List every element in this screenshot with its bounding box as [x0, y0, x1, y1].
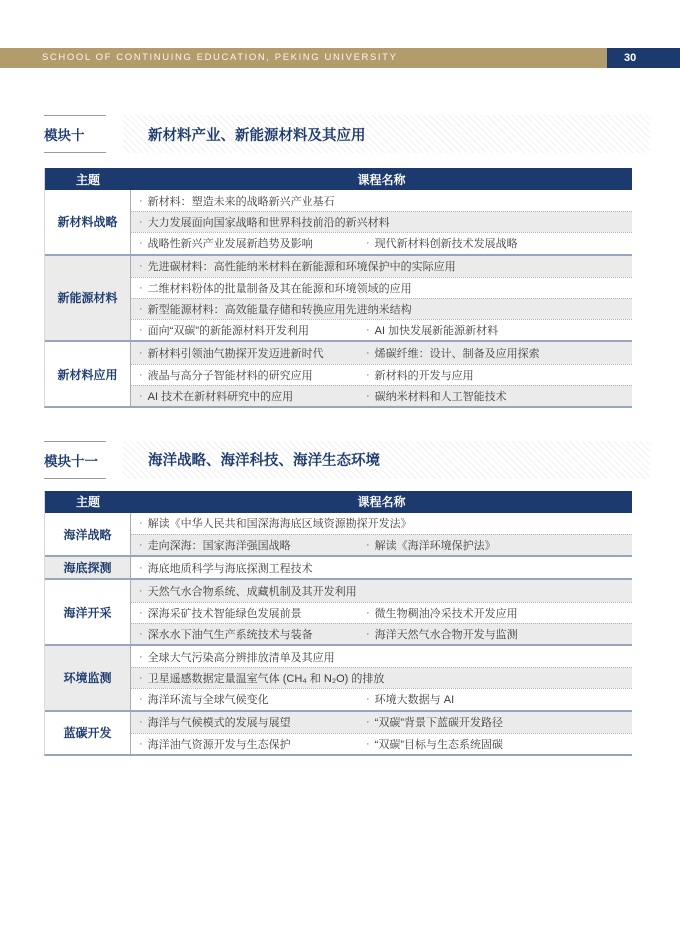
course-rows — [131, 557, 632, 578]
course-item — [366, 714, 503, 730]
course-item — [139, 345, 366, 361]
bullet-icon: · — [366, 737, 370, 750]
bullet-icon: · — [366, 627, 370, 640]
bullet-icon: · — [139, 517, 143, 530]
topic-cell: 环境监测 — [45, 646, 131, 710]
course-item — [139, 193, 335, 209]
course-item-label: 全球大气污染高分辨排放清单及其应用 — [147, 651, 335, 664]
course-item-label: 烯碳纤维：设计、制备及应用探索 — [374, 347, 540, 360]
bullet-icon: · — [139, 716, 143, 729]
course-item-label: 深海采矿技术智能绿色发展前景 — [147, 607, 302, 620]
column-header-course: 课程名称 — [357, 495, 406, 510]
bullet-icon: · — [139, 303, 143, 316]
bullet-icon: · — [139, 650, 143, 663]
topic-group — [45, 190, 632, 254]
course-row — [131, 733, 632, 754]
course-rows — [131, 190, 632, 254]
course-item — [139, 691, 366, 707]
bullet-icon: · — [366, 389, 370, 402]
course-item — [139, 367, 366, 383]
bullet-icon: · — [139, 216, 143, 229]
bullet-icon: · — [139, 606, 143, 619]
course-item — [139, 714, 366, 730]
header-title: SCHOOL OF CONTINUING EDUCATION, PEKING UNIVERSITY — [42, 52, 398, 63]
course-item — [366, 388, 507, 404]
bullet-icon: · — [139, 627, 143, 640]
topic-group — [45, 340, 632, 406]
course-item-label: 深水水下油气生产系统技术与装备 — [147, 628, 313, 641]
course-item-label: “双碳”目标与生态系统固碳 — [374, 738, 503, 751]
course-row — [131, 256, 632, 277]
course-item — [366, 626, 518, 642]
course-item — [366, 605, 518, 621]
course-item — [139, 258, 456, 274]
module-10-label: 模块十 — [44, 115, 106, 153]
bullet-icon: · — [139, 368, 143, 381]
course-item — [366, 322, 498, 338]
column-header-topic: 主题 — [75, 495, 100, 510]
module-11-title: 海洋战略、海洋科技、海洋生态环境 — [123, 441, 650, 479]
bullet-icon: · — [139, 237, 143, 250]
course-item-label: 海洋环流与全球气候变化 — [147, 694, 269, 707]
course-item — [366, 235, 518, 251]
course-item-label: 二维材料粉体的批量制备及其在能源和环境领域的应用 — [147, 282, 412, 295]
course-row — [131, 688, 632, 709]
course-item-label: 新型能源材料：高效能量存储和转换应用先进纳米结构 — [147, 304, 412, 317]
course-rows — [131, 580, 632, 644]
topic-cell: 新能源材料 — [45, 256, 131, 341]
topic-group — [45, 578, 632, 644]
bullet-icon: · — [366, 606, 370, 619]
topic-cell: 蓝碳开发 — [45, 712, 131, 754]
course-row — [131, 277, 632, 298]
course-item — [139, 537, 366, 553]
bullet-icon: · — [139, 585, 143, 598]
topic-cell: 海洋战略 — [45, 513, 131, 555]
table-header-row — [45, 168, 632, 190]
module-10-heading — [44, 115, 650, 153]
course-item-label: 解读《中华人民共和国深海海底区域资源勘探开发法》 — [147, 518, 412, 531]
course-rows — [131, 342, 632, 406]
course-item-label: 海洋天然气水合物开发与监测 — [374, 628, 518, 641]
module-11-heading — [44, 441, 650, 479]
bullet-icon: · — [139, 672, 143, 685]
module-10-course-table — [44, 168, 632, 408]
column-header-topic: 主题 — [75, 172, 100, 187]
course-item-label: 面向“双碳”的新能源材料开发利用 — [147, 325, 309, 338]
bullet-icon: · — [366, 346, 370, 359]
course-item-label: “双碳”背景下蓝碳开发路径 — [374, 717, 503, 730]
course-item-label: 解读《海洋环境保护法》 — [374, 540, 496, 553]
course-row — [131, 211, 632, 232]
course-item — [139, 560, 313, 576]
course-item — [139, 605, 366, 621]
course-item-label: 碳纳米材料和人工智能技术 — [374, 390, 507, 403]
course-item-label: 战略性新兴产业发展新趋势及影响 — [147, 238, 313, 251]
course-item — [139, 235, 366, 251]
course-rows — [131, 256, 632, 341]
course-row — [131, 557, 632, 578]
course-item-label: 现代新材料创新技术发展战略 — [374, 238, 518, 251]
course-item-label: 海底地质科学与海底探测工程技术 — [147, 562, 313, 575]
course-item — [139, 649, 335, 665]
course-row — [131, 712, 632, 733]
course-item-label: 天然气水合物系统、成藏机制及其开发利用 — [147, 586, 357, 599]
course-row — [131, 319, 632, 340]
topic-cell: 新材料应用 — [45, 342, 131, 406]
course-item — [139, 736, 366, 752]
course-row — [131, 646, 632, 667]
topic-cell: 新材料战略 — [45, 190, 131, 254]
course-rows — [131, 513, 632, 555]
course-item-label: AI 技术在新材料研究中的应用 — [147, 390, 294, 403]
course-item — [366, 537, 496, 553]
bullet-icon: · — [366, 324, 370, 337]
course-item-label: 微生物稠油冷采技术开发应用 — [374, 607, 518, 620]
topic-group — [45, 710, 632, 754]
bullet-icon: · — [139, 281, 143, 294]
course-item — [366, 736, 503, 752]
course-row — [131, 298, 632, 319]
course-item-label: 走向深海：国家海洋强国战略 — [147, 540, 291, 553]
course-row — [131, 602, 632, 623]
column-header-course: 课程名称 — [357, 172, 406, 187]
course-item-label: 液晶与高分子智能材料的研究应用 — [147, 369, 313, 382]
bullet-icon: · — [139, 389, 143, 402]
page-number: 30 — [607, 48, 680, 68]
topic-cell: 海洋开采 — [45, 580, 131, 644]
course-row — [131, 513, 632, 534]
course-row — [131, 385, 632, 406]
course-item — [366, 345, 540, 361]
course-item-label: 新材料：塑造未来的战略新兴产业基石 — [147, 195, 335, 208]
course-item — [139, 515, 412, 531]
course-row — [131, 580, 632, 601]
course-item — [366, 691, 454, 707]
course-row — [131, 232, 632, 253]
course-item-label: AI 加快发展新能源新材料 — [374, 325, 499, 338]
bullet-icon: · — [139, 561, 143, 574]
course-item-label: 海洋与气候模式的发展与展望 — [147, 717, 291, 730]
course-item — [139, 301, 412, 317]
course-row — [131, 342, 632, 363]
bullet-icon: · — [366, 539, 370, 552]
table-header-row — [45, 491, 632, 513]
bullet-icon: · — [366, 368, 370, 381]
course-item — [139, 670, 384, 686]
topic-group — [45, 555, 632, 578]
bullet-icon: · — [139, 346, 143, 359]
course-item — [139, 280, 412, 296]
course-item — [139, 214, 390, 230]
course-item — [366, 367, 474, 383]
topic-group — [45, 254, 632, 341]
course-item-label: 大力发展面向国家战略和世界科技前沿的新兴材料 — [147, 217, 390, 230]
course-item — [139, 322, 366, 338]
course-item-label: 新材料的开发与应用 — [374, 369, 474, 382]
course-item — [139, 388, 366, 404]
bullet-icon: · — [366, 716, 370, 729]
course-item-label: 环境大数据与 AI — [374, 694, 455, 707]
bullet-icon: · — [366, 237, 370, 250]
course-item-label: 海洋油气资源开发与生态保护 — [147, 738, 291, 751]
course-rows — [131, 646, 632, 710]
module-11-course-table — [44, 491, 632, 756]
bullet-icon: · — [139, 539, 143, 552]
bullet-icon: · — [139, 194, 143, 207]
bullet-icon: · — [139, 260, 143, 273]
course-row — [131, 667, 632, 688]
course-item — [139, 583, 357, 599]
bullet-icon: · — [366, 693, 370, 706]
module-10-title: 新材料产业、新能源材料及其应用 — [123, 115, 650, 153]
page-header-bar — [0, 48, 680, 68]
course-rows — [131, 712, 632, 754]
topic-group — [45, 644, 632, 710]
course-item-label: 先进碳材料：高性能纳米材料在新能源和环境保护中的实际应用 — [147, 261, 456, 274]
course-item-label: 卫星遥感数据定量温室气体 (CH₄ 和 N₂O) 的排放 — [147, 673, 385, 686]
course-row — [131, 623, 632, 644]
module-11-label: 模块十一 — [44, 441, 106, 479]
course-item — [139, 626, 366, 642]
course-row — [131, 534, 632, 555]
bullet-icon: · — [139, 737, 143, 750]
course-row — [131, 190, 632, 211]
bullet-icon: · — [139, 693, 143, 706]
topic-cell: 海底探测 — [45, 557, 131, 578]
bullet-icon: · — [139, 324, 143, 337]
course-item-label: 新材料引领油气勘探开发迈进新时代 — [147, 347, 324, 360]
topic-group — [45, 513, 632, 555]
course-row — [131, 364, 632, 385]
